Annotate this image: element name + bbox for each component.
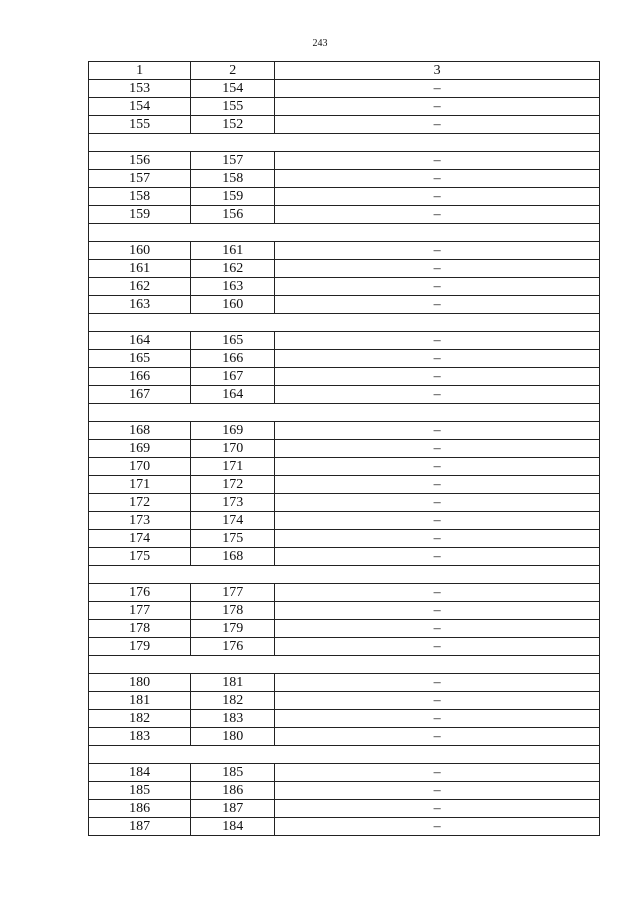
table-cell-col-1: 156 bbox=[89, 152, 191, 170]
table-cell-col-1: 177 bbox=[89, 602, 191, 620]
table-cell-col-3: – bbox=[275, 80, 600, 98]
table-cell-col-2: 171 bbox=[191, 458, 275, 476]
table-cell-col-1: 166 bbox=[89, 368, 191, 386]
group-separator-row bbox=[89, 656, 600, 674]
separator-cell bbox=[89, 404, 600, 422]
table-cell-col-2: 167 bbox=[191, 368, 275, 386]
table-cell-col-1: 175 bbox=[89, 548, 191, 566]
table-row bbox=[89, 494, 600, 512]
table-cell-col-1: 168 bbox=[89, 422, 191, 440]
table-cell-col-2: 178 bbox=[191, 602, 275, 620]
table-cell-col-3: – bbox=[275, 818, 600, 836]
table-cell-col-3: – bbox=[275, 98, 600, 116]
table-cell-col-1: 154 bbox=[89, 98, 191, 116]
table-cell-col-2: 169 bbox=[191, 422, 275, 440]
table-cell-col-1: 167 bbox=[89, 386, 191, 404]
table-row bbox=[89, 800, 600, 818]
table-row bbox=[89, 440, 600, 458]
group-separator-row bbox=[89, 224, 600, 242]
table-cell-col-3: – bbox=[275, 782, 600, 800]
table-row bbox=[89, 368, 600, 386]
table-row bbox=[89, 242, 600, 260]
table-cell-col-1: 173 bbox=[89, 512, 191, 530]
table-row bbox=[89, 602, 600, 620]
table-row bbox=[89, 674, 600, 692]
table-row bbox=[89, 80, 600, 98]
table-cell-col-2: 175 bbox=[191, 530, 275, 548]
table-row bbox=[89, 260, 600, 278]
table-cell-col-3: – bbox=[275, 620, 600, 638]
table-cell-col-1: 160 bbox=[89, 242, 191, 260]
table-row bbox=[89, 206, 600, 224]
table-row bbox=[89, 530, 600, 548]
table-cell-col-1: 181 bbox=[89, 692, 191, 710]
table-cell-col-1: 158 bbox=[89, 188, 191, 206]
table-cell-col-1: 170 bbox=[89, 458, 191, 476]
table-cell-col-3: – bbox=[275, 152, 600, 170]
table-cell-col-1: 162 bbox=[89, 278, 191, 296]
table-cell-col-3: – bbox=[275, 602, 600, 620]
table-cell-col-3: – bbox=[275, 548, 600, 566]
table-cell-col-2: 157 bbox=[191, 152, 275, 170]
table-cell-col-2: 174 bbox=[191, 512, 275, 530]
table-cell-col-2: 156 bbox=[191, 206, 275, 224]
table-cell-col-2: 159 bbox=[191, 188, 275, 206]
table-cell-col-2: 158 bbox=[191, 170, 275, 188]
group-separator-row bbox=[89, 134, 600, 152]
table-cell-col-1: 176 bbox=[89, 584, 191, 602]
separator-cell bbox=[89, 134, 600, 152]
separator-cell bbox=[89, 566, 600, 584]
table-row bbox=[89, 170, 600, 188]
table-cell-col-1: 186 bbox=[89, 800, 191, 818]
table-cell-col-3: – bbox=[275, 278, 600, 296]
table-cell-col-1: 185 bbox=[89, 782, 191, 800]
table-cell-col-2: 160 bbox=[191, 296, 275, 314]
table-cell-col-3: – bbox=[275, 458, 600, 476]
separator-cell bbox=[89, 656, 600, 674]
table-row bbox=[89, 350, 600, 368]
table-cell-col-1: 187 bbox=[89, 818, 191, 836]
table-cell-col-2: 187 bbox=[191, 800, 275, 818]
table-cell-col-2: 185 bbox=[191, 764, 275, 782]
data-table bbox=[88, 61, 600, 836]
table-cell-col-1: 172 bbox=[89, 494, 191, 512]
table-row bbox=[89, 512, 600, 530]
table-cell-col-2: 162 bbox=[191, 260, 275, 278]
table-cell-col-2: 182 bbox=[191, 692, 275, 710]
table-cell-col-3: – bbox=[275, 332, 600, 350]
table-row bbox=[89, 278, 600, 296]
column-header-3: 3 bbox=[275, 62, 600, 80]
table-cell-col-3: – bbox=[275, 710, 600, 728]
table-cell-col-1: 155 bbox=[89, 116, 191, 134]
table-row bbox=[89, 728, 600, 746]
table-cell-col-3: – bbox=[275, 476, 600, 494]
group-separator-row bbox=[89, 566, 600, 584]
table-row bbox=[89, 296, 600, 314]
table-cell-col-3: – bbox=[275, 116, 600, 134]
table-cell-col-1: 183 bbox=[89, 728, 191, 746]
table-cell-col-2: 155 bbox=[191, 98, 275, 116]
table-header-row bbox=[89, 62, 600, 80]
separator-cell bbox=[89, 224, 600, 242]
table-cell-col-3: – bbox=[275, 764, 600, 782]
separator-cell bbox=[89, 314, 600, 332]
table-cell-col-2: 179 bbox=[191, 620, 275, 638]
table-cell-col-3: – bbox=[275, 440, 600, 458]
table-cell-col-3: – bbox=[275, 800, 600, 818]
table-cell-col-3: – bbox=[275, 674, 600, 692]
table-cell-col-1: 153 bbox=[89, 80, 191, 98]
table-cell-col-3: – bbox=[275, 638, 600, 656]
table-cell-col-1: 164 bbox=[89, 332, 191, 350]
table-cell-col-3: – bbox=[275, 728, 600, 746]
table-cell-col-2: 163 bbox=[191, 278, 275, 296]
table-cell-col-1: 169 bbox=[89, 440, 191, 458]
table-cell-col-2: 181 bbox=[191, 674, 275, 692]
table-cell-col-3: – bbox=[275, 512, 600, 530]
table-cell-col-2: 186 bbox=[191, 782, 275, 800]
table-cell-col-1: 161 bbox=[89, 260, 191, 278]
table-row bbox=[89, 98, 600, 116]
table-cell-col-3: – bbox=[275, 584, 600, 602]
table-cell-col-1: 180 bbox=[89, 674, 191, 692]
table-cell-col-2: 154 bbox=[191, 80, 275, 98]
table-cell-col-2: 152 bbox=[191, 116, 275, 134]
table-row bbox=[89, 710, 600, 728]
table-cell-col-1: 163 bbox=[89, 296, 191, 314]
table-cell-col-2: 164 bbox=[191, 386, 275, 404]
table-cell-col-1: 179 bbox=[89, 638, 191, 656]
table-row bbox=[89, 422, 600, 440]
table-row bbox=[89, 584, 600, 602]
table-cell-col-3: – bbox=[275, 386, 600, 404]
table-cell-col-2: 166 bbox=[191, 350, 275, 368]
group-separator-row bbox=[89, 314, 600, 332]
table-cell-col-3: – bbox=[275, 422, 600, 440]
table-cell-col-1: 159 bbox=[89, 206, 191, 224]
table-cell-col-1: 184 bbox=[89, 764, 191, 782]
table-row bbox=[89, 638, 600, 656]
table-cell-col-2: 177 bbox=[191, 584, 275, 602]
table-row bbox=[89, 332, 600, 350]
table-cell-col-2: 180 bbox=[191, 728, 275, 746]
table-row bbox=[89, 476, 600, 494]
table-row bbox=[89, 386, 600, 404]
table-row bbox=[89, 458, 600, 476]
table-cell-col-3: – bbox=[275, 206, 600, 224]
table-cell-col-2: 176 bbox=[191, 638, 275, 656]
table-cell-col-3: – bbox=[275, 170, 600, 188]
group-separator-row bbox=[89, 404, 600, 422]
table-cell-col-2: 173 bbox=[191, 494, 275, 512]
column-header-1: 1 bbox=[89, 62, 191, 80]
table-cell-col-2: 183 bbox=[191, 710, 275, 728]
table-cell-col-1: 165 bbox=[89, 350, 191, 368]
table-cell-col-3: – bbox=[275, 188, 600, 206]
table-cell-col-2: 165 bbox=[191, 332, 275, 350]
table-cell-col-3: – bbox=[275, 692, 600, 710]
table-cell-col-3: – bbox=[275, 260, 600, 278]
table-row bbox=[89, 818, 600, 836]
table-cell-col-1: 171 bbox=[89, 476, 191, 494]
separator-cell bbox=[89, 746, 600, 764]
table-cell-col-3: – bbox=[275, 368, 600, 386]
table-cell-col-1: 174 bbox=[89, 530, 191, 548]
table-cell-col-3: – bbox=[275, 494, 600, 512]
group-separator-row bbox=[89, 746, 600, 764]
table-row bbox=[89, 152, 600, 170]
table-cell-col-3: – bbox=[275, 350, 600, 368]
table-cell-col-2: 172 bbox=[191, 476, 275, 494]
table-cell-col-1: 178 bbox=[89, 620, 191, 638]
table-row bbox=[89, 188, 600, 206]
table-cell-col-1: 182 bbox=[89, 710, 191, 728]
page-number: 243 bbox=[312, 38, 328, 49]
table-row bbox=[89, 764, 600, 782]
table-cell-col-3: – bbox=[275, 242, 600, 260]
table-row bbox=[89, 548, 600, 566]
column-header-2: 2 bbox=[191, 62, 275, 80]
table-cell-col-3: – bbox=[275, 530, 600, 548]
table-body bbox=[89, 62, 600, 836]
table-cell-col-3: – bbox=[275, 296, 600, 314]
table-row bbox=[89, 116, 600, 134]
table-cell-col-2: 170 bbox=[191, 440, 275, 458]
table-cell-col-2: 184 bbox=[191, 818, 275, 836]
table-cell-col-2: 161 bbox=[191, 242, 275, 260]
table-cell-col-1: 157 bbox=[89, 170, 191, 188]
table-row bbox=[89, 782, 600, 800]
table-row bbox=[89, 620, 600, 638]
table-row bbox=[89, 692, 600, 710]
table-cell-col-2: 168 bbox=[191, 548, 275, 566]
